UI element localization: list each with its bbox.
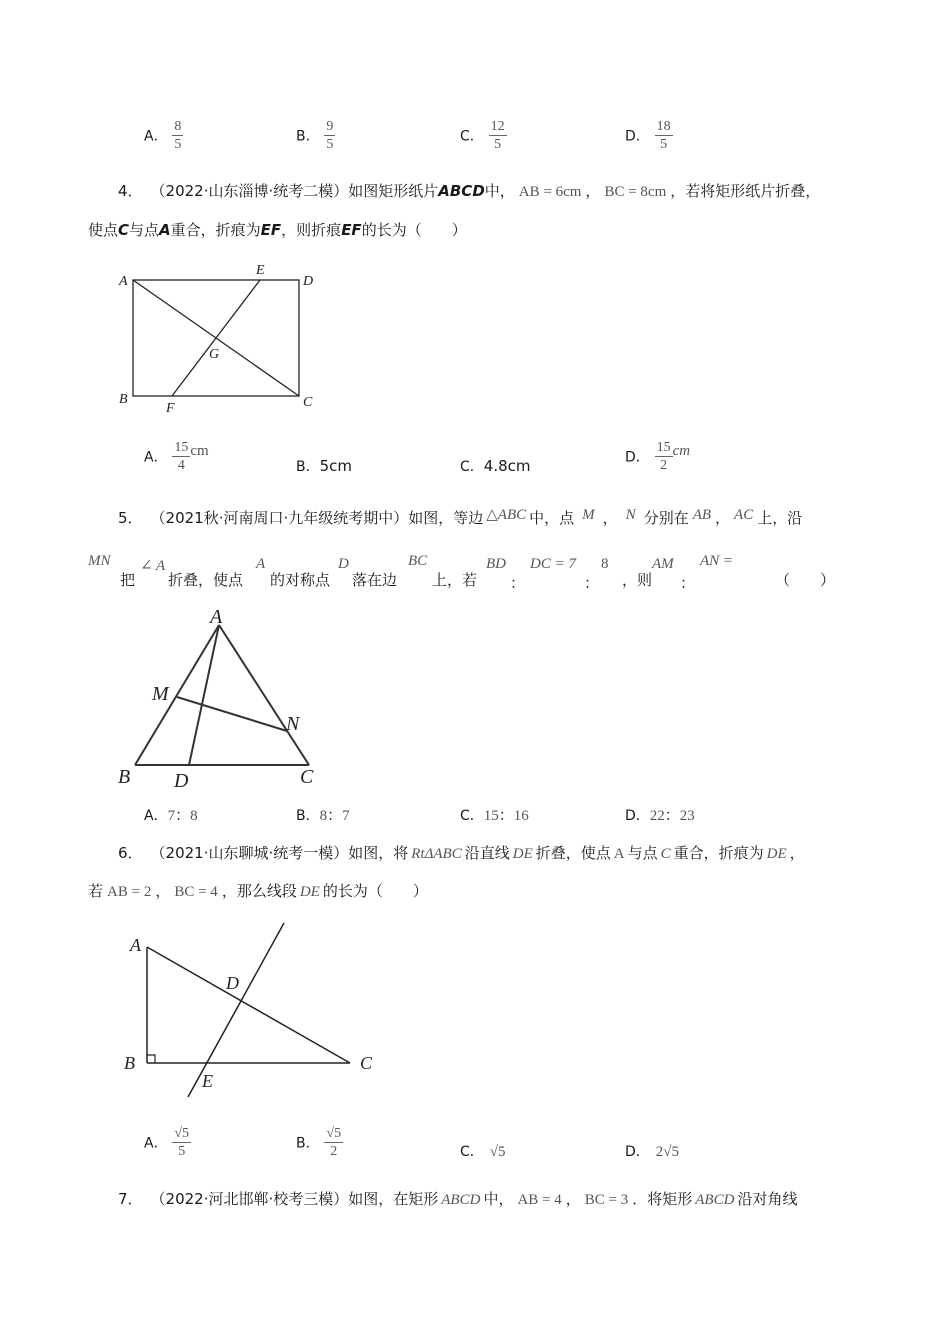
side-ab <box>135 625 219 765</box>
option-label: A． <box>144 808 168 824</box>
option-label: C． <box>460 459 484 475</box>
q5-math: D <box>338 556 349 572</box>
fraction: $\frac{15}{2}$ <box>656 440 671 473</box>
q6-text: ， <box>155 882 171 900</box>
ratio-b: 16 <box>513 808 529 824</box>
q5-option-c[interactable] <box>460 804 529 825</box>
q4-figure <box>110 258 330 418</box>
q6-text: （2021·山东聊城·统考一模）如图，将 <box>150 844 409 862</box>
fold-line-ef <box>172 280 260 396</box>
ratio-a: 15 <box>483 808 499 824</box>
q5-text: 上，沿 <box>757 509 803 527</box>
q4-text: 中， <box>484 182 515 200</box>
q5-math: AN = <box>700 553 734 569</box>
q6-text: 沿直线 <box>464 844 510 862</box>
label-m: M <box>152 683 169 705</box>
q5-math: N <box>625 507 636 523</box>
q4-line2 <box>88 219 467 240</box>
q5-text: 中，点 <box>529 509 575 527</box>
q7-math: ABCD <box>695 1192 735 1208</box>
q4-text: 重合，折痕为 <box>170 221 261 239</box>
label-b: B <box>119 392 128 407</box>
q6-math: C <box>660 846 671 862</box>
q5-math: △ABC <box>486 507 527 523</box>
fraction: $\frac{12}{5}$ <box>490 119 505 152</box>
q3-option-c[interactable] <box>460 118 507 153</box>
q5-text: ， <box>715 509 731 527</box>
option-label: B． <box>296 128 320 145</box>
q6-option-b[interactable] <box>296 1125 343 1160</box>
label-g: G <box>209 347 220 362</box>
q6-text: ，那么线段 <box>221 882 297 900</box>
q7-text: 沿对角线 <box>737 1190 798 1208</box>
question-number: 7． <box>118 1190 143 1208</box>
option-text: 4.8cm <box>483 457 531 475</box>
fraction: $\frac{√5}{2}$ <box>326 1126 342 1159</box>
q6-figure <box>110 915 390 1105</box>
q5-math: A <box>256 556 266 572</box>
option-label: C． <box>460 1144 484 1160</box>
label-d: D <box>174 770 189 792</box>
q4-ab-eq: AB = 6cm <box>518 184 582 200</box>
q5-math: AC <box>734 507 754 523</box>
option-label: D． <box>625 449 650 466</box>
q5-text: （2021秋·河南周口·九年级统考期中）如图，等边 <box>150 509 484 527</box>
q5-text: ： <box>510 574 526 592</box>
q7-text: （2022·河北邯郸·校考三模）如图，在矩形 <box>150 1190 439 1208</box>
q7-text: 中， <box>483 1190 514 1208</box>
option-text: 2√5 <box>655 1144 680 1160</box>
ratio-a: 22 <box>649 808 665 824</box>
q4-line1 <box>118 180 820 201</box>
label-d: D <box>303 274 314 289</box>
label-c: C <box>300 766 314 788</box>
q5-text: ， <box>602 509 618 527</box>
q6-math: DE <box>299 884 320 900</box>
q6-option-d[interactable] <box>625 1141 679 1161</box>
hypotenuse-ac <box>147 947 350 1063</box>
q4-var: EF <box>341 221 362 239</box>
q5-text: （ ） <box>775 571 836 589</box>
q7-math: ABCD <box>441 1192 481 1208</box>
fold-line-mn <box>177 697 287 731</box>
q7-text: ．将矩形 <box>632 1190 693 1208</box>
fraction: $\frac{8}{5}$ <box>174 119 182 152</box>
q6-math: RtΔABC <box>411 846 462 862</box>
q5-math: AM <box>652 556 674 572</box>
q6-math: A <box>613 846 625 862</box>
q6-math: AB = 2 <box>107 884 152 900</box>
q5-option-d[interactable] <box>625 804 695 825</box>
ratio-b: 8 <box>190 808 198 824</box>
q5-math: ∠ A <box>140 558 166 574</box>
q5-text: 的对称点 <box>270 571 331 589</box>
q6-math: DE <box>512 846 533 862</box>
q4-text: 使点 <box>88 221 119 239</box>
q6-text: 折叠，使点 <box>535 844 611 862</box>
q5-math: MN <box>88 553 111 569</box>
option-label: C． <box>460 128 484 145</box>
q3-option-b[interactable] <box>296 118 335 153</box>
q5-math: 8 <box>601 556 609 572</box>
label-d: D <box>226 973 239 993</box>
q4-var: EF <box>260 221 282 239</box>
q6-option-c[interactable] <box>460 1141 506 1161</box>
unit: cm <box>672 443 691 459</box>
option-label: D． <box>625 808 650 824</box>
q6-option-a[interactable] <box>144 1125 191 1160</box>
q5-math: M <box>582 507 595 523</box>
label-b: B <box>118 766 131 788</box>
q5-text: 分别在 <box>643 509 689 527</box>
q4-option-a[interactable] <box>144 439 209 474</box>
q6-math: BC = 4 <box>174 884 218 900</box>
ratio-sep: ： <box>327 806 343 824</box>
q5-figure <box>110 605 330 795</box>
right-angle-mark <box>147 1055 155 1063</box>
q4-abcd: ABCD <box>438 182 485 200</box>
q5-option-a[interactable] <box>144 804 198 825</box>
option-label: A． <box>144 128 168 145</box>
q7-line1 <box>118 1188 797 1209</box>
q4-var: C <box>118 221 130 239</box>
option-label: D． <box>625 1144 650 1160</box>
q6-text: ， <box>789 844 805 862</box>
q5-math: BC <box>408 553 428 569</box>
q6-text: 若 <box>88 882 104 900</box>
q5-text: 落在边 <box>352 571 398 589</box>
option-label: D． <box>625 128 650 145</box>
ratio-sep: ： <box>175 806 191 824</box>
q6-text: 与点 <box>627 844 658 862</box>
q4-option-b[interactable] <box>296 456 352 476</box>
side-ac <box>219 625 309 765</box>
option-label: B． <box>296 808 320 824</box>
ratio-sep: ： <box>664 806 680 824</box>
label-a: A <box>119 274 128 289</box>
q5-math: BD <box>486 556 506 572</box>
ratio-a: 8 <box>319 808 328 824</box>
q4-text: 的长为（ ） <box>361 221 467 239</box>
q5-text: 折叠，使点 <box>168 571 244 589</box>
fraction: $\frac{15}{4}$ <box>174 440 189 473</box>
option-label: B． <box>296 459 320 475</box>
option-label: A． <box>144 449 168 466</box>
label-f: F <box>166 401 175 416</box>
q7-text: ， <box>565 1190 581 1208</box>
fraction: $\frac{√5}{5}$ <box>174 1126 190 1159</box>
segment-ad <box>189 625 219 765</box>
q5-line1 <box>118 505 802 528</box>
label-n: N <box>286 713 300 735</box>
question-number: 4． <box>118 182 143 200</box>
fraction: $\frac{18}{5}$ <box>656 119 671 152</box>
q3-option-d[interactable] <box>625 118 673 153</box>
q5-text: 上，若 <box>432 571 478 589</box>
q4-var: A <box>159 221 171 239</box>
q4-text: ，若将矩形纸片折叠， <box>670 182 821 200</box>
q5-text: ： <box>584 574 600 592</box>
q4-text: 与点 <box>129 221 160 239</box>
ratio-a: 7 <box>167 808 176 824</box>
question-number: 6． <box>118 844 143 862</box>
unit: cm <box>190 443 209 459</box>
ratio-b: 23 <box>679 808 695 824</box>
ratio-b: 7 <box>342 808 350 824</box>
option-label: A． <box>144 1135 168 1152</box>
fraction: $\frac{9}{5}$ <box>326 119 334 152</box>
label-e: E <box>256 263 265 278</box>
q4-text: ， <box>585 182 601 200</box>
option-label: B． <box>296 1135 320 1152</box>
option-text: √5 <box>489 1144 506 1160</box>
q4-text: ，则折痕 <box>281 221 342 239</box>
label-e: E <box>202 1071 213 1091</box>
q6-text: 的长为（ ） <box>322 882 428 900</box>
q4-option-d[interactable] <box>625 439 690 474</box>
q5-text: 把 <box>120 571 136 589</box>
label-a: A <box>130 935 141 955</box>
q5-math: AB <box>692 507 712 523</box>
label-b: B <box>124 1053 135 1073</box>
q5-math: DC = 7 <box>530 556 576 572</box>
q4-text: （2022·山东淄博·统考二模）如图矩形纸片 <box>150 182 439 200</box>
q4-bc-eq: BC = 8cm <box>604 184 667 200</box>
label-c: C <box>303 395 313 410</box>
q5-option-b[interactable] <box>296 804 350 825</box>
q6-line1 <box>118 842 805 863</box>
ratio-sep: ： <box>498 806 514 824</box>
q5-text: ： <box>680 574 696 592</box>
q6-text: 重合，折痕为 <box>673 844 764 862</box>
q3-option-a[interactable] <box>144 118 183 153</box>
option-text: 5cm <box>319 457 353 475</box>
label-c: C <box>360 1053 373 1073</box>
q6-line2 <box>88 880 428 901</box>
question-number: 5． <box>118 509 143 527</box>
label-a: A <box>210 606 223 628</box>
q7-math: AB = 4 <box>517 1192 562 1208</box>
q4-option-c[interactable] <box>460 456 531 476</box>
q6-math: DE <box>766 846 787 862</box>
q7-math: BC = 3 <box>584 1192 629 1208</box>
option-label: C． <box>460 808 484 824</box>
q5-text: ，则 <box>622 571 653 589</box>
